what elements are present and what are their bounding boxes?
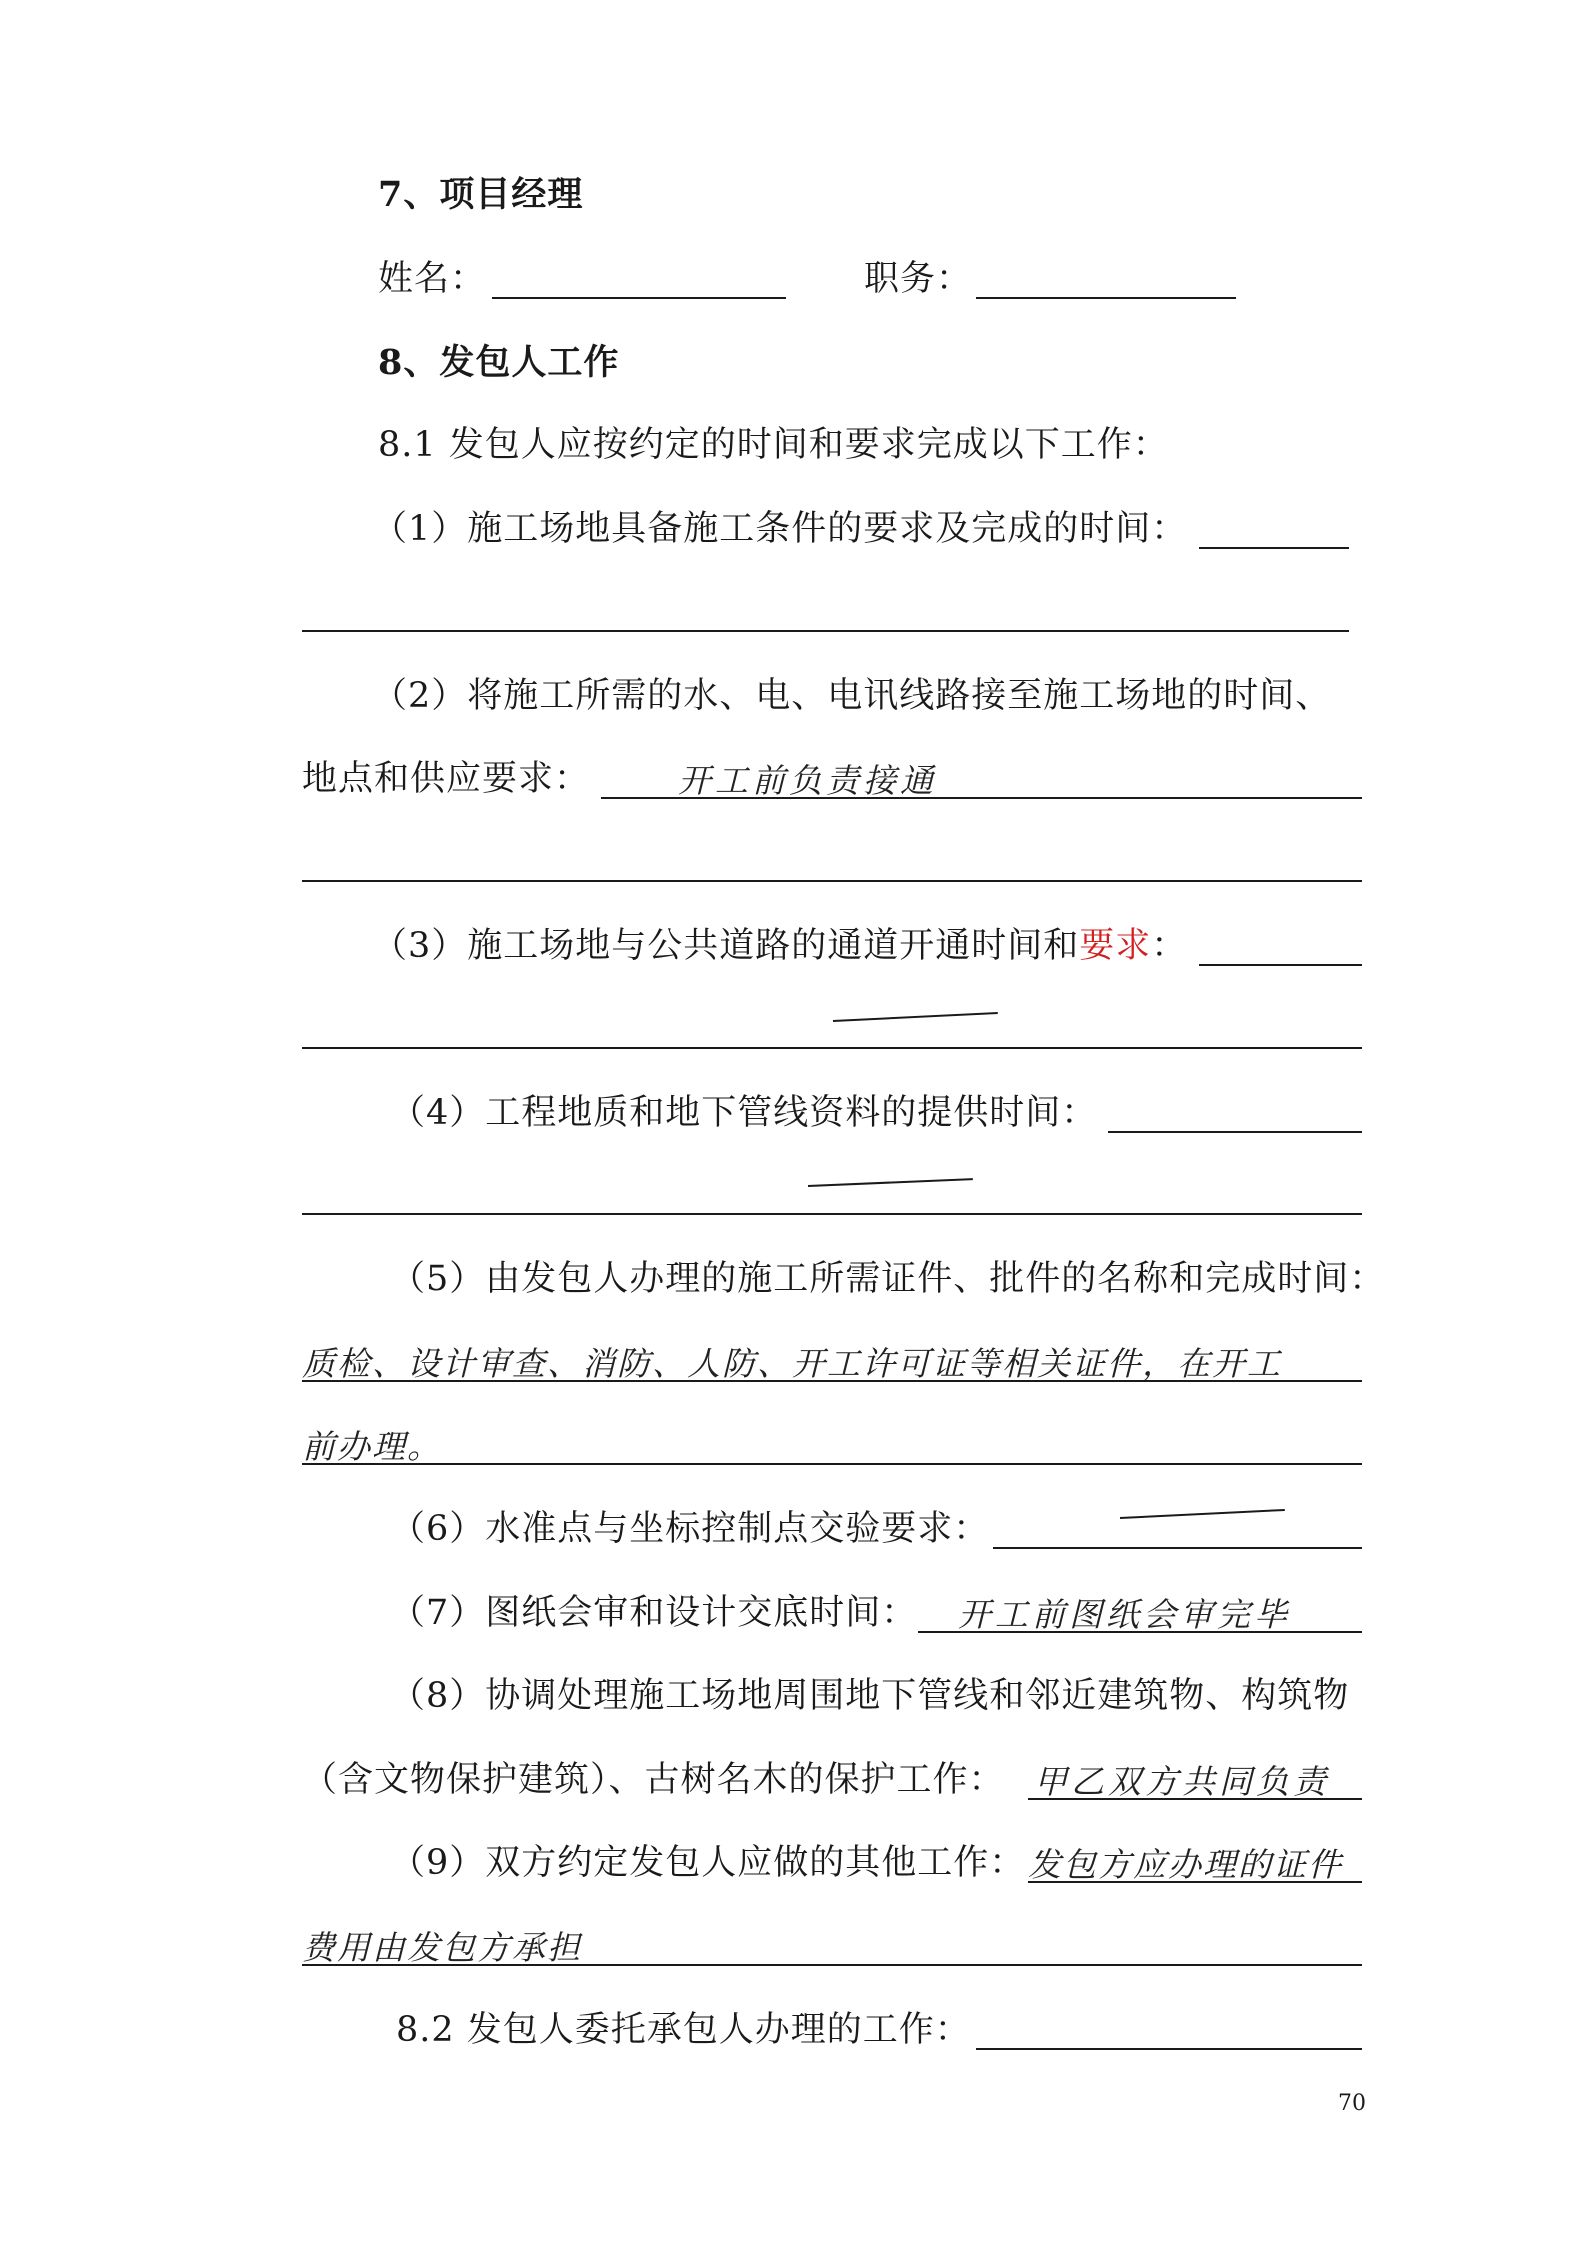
item-2-field-line-2[interactable] — [302, 880, 1362, 882]
item-4-field-line[interactable] — [1108, 1131, 1362, 1133]
item-3-text-main: （3）施工场地与公共道路的通道开通时间和 — [372, 926, 1080, 966]
item-3-text — [372, 926, 1188, 966]
item-5-handwritten-1: 质检、设计审查、消防、人防、开工许可证等相关证件，在开工 — [302, 1344, 1282, 1383]
item-5-text: （5）由发包人办理的施工所需证件、批件的名称和完成时间： — [390, 1259, 1386, 1299]
page-number: 70 — [1338, 2091, 1366, 2116]
item-8-field-line[interactable] — [1028, 1798, 1362, 1800]
item-7-text: （7）图纸会审和设计交底时间： — [390, 1593, 918, 1633]
item-3-colon: ： — [1151, 926, 1188, 966]
item-3-red-text: 要求 — [1079, 926, 1152, 966]
item-7-field-line[interactable] — [918, 1631, 1362, 1633]
item-4-pen-stroke — [808, 1178, 973, 1187]
item-3-field-line[interactable] — [1199, 964, 1362, 966]
duty-label: 职务： — [864, 259, 973, 299]
item-3-pen-stroke — [833, 1012, 998, 1022]
section-8-title: 8、发包人工作 — [378, 342, 620, 383]
item-9-field-line[interactable] — [1028, 1881, 1362, 1883]
item-6-field-line[interactable] — [993, 1547, 1362, 1549]
para-8-2-field-line[interactable] — [976, 2048, 1362, 2050]
item-4-text: （4）工程地质和地下管线资料的提供时间： — [390, 1093, 1098, 1133]
para-8-1: 8.1 发包人应按约定的时间和要求完成以下工作： — [378, 425, 1169, 465]
item-1-field-line-2[interactable] — [302, 630, 1349, 632]
item-5-field-line-2[interactable] — [302, 1463, 1362, 1465]
item-1-field-line[interactable] — [1199, 547, 1349, 549]
item-2-field-line[interactable] — [601, 797, 1362, 799]
item-6-text: （6）水准点与坐标控制点交验要求： — [390, 1509, 990, 1549]
item-9-text: （9）双方约定发包人应做的其他工作： — [390, 1843, 1026, 1883]
item-5-field-line[interactable] — [302, 1380, 1362, 1382]
item-6-pen-stroke — [1120, 1509, 1285, 1519]
item-8-text-a: （8）协调处理施工场地周围地下管线和邻近建筑物、构筑物 — [390, 1676, 1350, 1716]
item-9-handwritten-1: 发包方应办理的证件 — [1028, 1845, 1343, 1884]
para-8-2: 8.2 发包人委托承包人办理的工作： — [396, 2010, 971, 2050]
item-8-handwritten: 甲乙双方共同负责 — [1034, 1762, 1330, 1801]
item-3-field-line-2[interactable] — [302, 1047, 1362, 1049]
item-8-text-b: （含文物保护建筑）、古树名木的保护工作： — [302, 1760, 1005, 1800]
duty-field-line[interactable] — [976, 297, 1236, 299]
item-1-text: （1）施工场地具备施工条件的要求及完成的时间： — [372, 509, 1188, 549]
item-2-text-a: （2）将施工所需的水、电、电讯线路接至施工场地的时间、 — [372, 676, 1332, 716]
section-7-title: 7、项目经理 — [378, 174, 584, 215]
item-2-handwritten: 开工前负责接通 — [678, 761, 937, 800]
name-label: 姓名： — [378, 259, 487, 299]
item-7-handwritten: 开工前图纸会审完毕 — [958, 1595, 1291, 1634]
item-9-field-line-2[interactable] — [302, 1964, 1362, 1966]
item-9-handwritten-2: 费用由发包方承担 — [302, 1928, 582, 1967]
item-4-field-line-2[interactable] — [302, 1213, 1362, 1215]
name-field-line[interactable] — [492, 297, 786, 299]
item-2-text-b: 地点和供应要求： — [302, 759, 591, 799]
item-5-handwritten-2: 前办理。 — [302, 1427, 442, 1466]
